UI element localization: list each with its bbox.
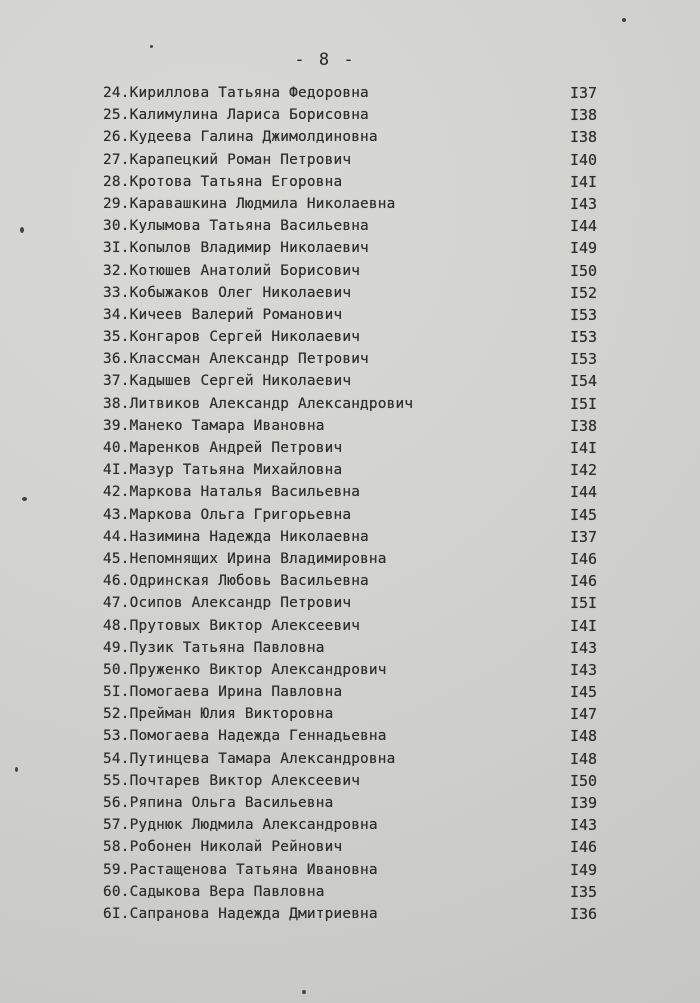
entry-name: 25.Калимулина Лариса Борисовна [103,107,369,124]
entry-number: I46 [570,549,598,568]
list-item [103,304,603,326]
entry-number: I5I [570,594,598,613]
entry-number: I45 [570,683,598,702]
list-item [103,437,603,459]
entry-number: I4I [570,172,598,191]
entry-name: 28.Кротова Татьяна Егоровна [103,173,343,190]
list-item [103,171,603,193]
list-item [103,459,603,481]
entry-number: I49 [570,860,598,879]
list-item [103,104,603,126]
page-number: - 8 - [294,50,356,70]
entry-name: 56.Ряпина Ольга Васильевна [103,795,334,811]
entry-number: I53 [570,328,598,347]
entry-number: I43 [570,816,598,835]
entry-name: 60.Садыкова Вера Павловна [103,883,325,900]
entry-name: 48.Прутовых Виктор Алексеевич [103,617,361,634]
entry-number: I36 [570,904,598,923]
entry-number: I38 [570,106,598,125]
list-item [103,282,603,304]
entry-name: 3I.Копылов Владимир Николаевич [103,240,369,257]
entry-name: 59.Растащенова Татьяна Ивановна [103,861,378,878]
list-item [103,82,603,104]
entry-name: 6I.Сапранова Надежда Дмитриевна [103,905,378,922]
entry-number: I5I [570,394,598,413]
entry-name: 4I.Мазур Татьяна Михайловна [103,462,343,479]
list-item [103,659,603,681]
entry-number: I39 [570,794,598,812]
entry-name: 42.Маркова Наталья Васильевна [103,484,361,501]
entry-name: 5I.Помогаева Ирина Павловна [103,684,343,701]
entry-number: I4I [570,616,598,635]
entry-name: 43.Маркова Ольга Григорьевна [103,506,352,523]
list-item [103,481,603,503]
entry-number: I53 [570,350,598,369]
entry-name: 44.Назимина Надежда Николаевна [103,528,369,545]
list-item [103,592,603,614]
list-item [103,260,603,282]
paper-speck [22,497,27,501]
list-item [103,836,603,858]
list-item [103,703,603,725]
list-item [103,548,603,570]
list-item [103,814,603,836]
entry-number: I38 [570,128,598,147]
entry-name: 55.Почтарев Виктор Алексеевич [103,772,361,789]
list-item [103,504,603,526]
entry-number: I42 [570,461,598,480]
entry-number: I43 [570,660,598,679]
list-item [103,881,603,903]
list-item [103,637,603,659]
list-item [103,215,603,237]
entry-name: 33.Кобыжаков Олег Николаевич [103,284,352,301]
list-item [103,903,603,925]
entry-number: I35 [570,882,598,901]
entry-name: 40.Маренков Андрей Петрович [103,440,343,456]
paper-speck [20,227,24,233]
entry-name: 34.Кичеев Валерий Романович [103,306,343,323]
entry-name: 50.Пруженко Виктор Александрович [103,661,387,678]
entry-number: I47 [570,705,598,724]
entry-name: 37.Кадышев Сергей Николаевич [103,373,352,390]
entry-name: 45.Непомнящих Ирина Владимировна [103,550,387,567]
entry-name: 49.Пузик Татьяна Павловна [103,639,325,656]
list-item [103,193,603,215]
list-item [103,126,603,148]
entry-name: 32.Котюшев Анатолий Борисович [103,262,361,279]
entry-name: 54.Путинцева Тамара Александровна [103,750,396,767]
entry-number: I44 [570,483,598,502]
list-item [103,393,603,415]
entry-name: 57.Руднюк Людмила Александровна [103,817,378,834]
list-item [103,370,603,392]
entry-number: I4I [570,439,598,457]
entry-number: I52 [570,283,598,302]
entry-name: 30.Кулымова Татьяна Васильевна [103,218,369,235]
entry-number: I48 [570,727,598,746]
entry-number: I43 [570,638,598,657]
list-item [103,348,603,370]
name-list [103,82,603,925]
entry-number: I46 [570,838,598,857]
entry-name: 58.Робонен Николай Рейнович [103,839,343,856]
list-item [103,725,603,747]
entry-number: I50 [570,771,598,790]
entry-name: 26.Кудеева Галина Джимолдиновна [103,129,378,146]
entry-name: 38.Литвиков Александр Александрович [103,395,414,412]
entry-name: 27.Карапецкий Роман Петрович [103,151,352,168]
paper-speck [15,767,18,772]
paper-speck [302,990,306,994]
entry-number: I40 [570,150,598,169]
list-item [103,748,603,770]
list-item [103,792,603,814]
entry-number: I50 [570,261,598,280]
entry-number: I37 [570,527,598,546]
entry-name: 47.Осипов Александр Петрович [103,595,352,612]
list-item [103,149,603,171]
entry-number: I44 [570,217,598,236]
list-item [103,770,603,792]
entry-number: I53 [570,305,598,324]
list-item [103,237,603,259]
list-item [103,326,603,348]
list-item [103,570,603,592]
list-item [103,415,603,437]
entry-name: 46.Одринская Любовь Васильевна [103,573,369,590]
entry-number: I48 [570,749,598,768]
entry-name: 35.Конгаров Сергей Николаевич [103,329,361,346]
entry-number: I46 [570,572,598,591]
entry-number: I38 [570,416,598,435]
paper-speck [622,18,626,22]
list-item [103,681,603,703]
entry-name: 36.Классман Александр Петрович [103,351,369,368]
entry-number: I45 [570,505,598,524]
list-item [103,526,603,548]
list-item [103,615,603,637]
entry-number: I49 [570,239,598,258]
list-item [103,859,603,881]
entry-name: 53.Помогаева Надежда Геннадьевна [103,728,387,745]
entry-name: 52.Прейман Юлия Викторовна [103,706,334,723]
entry-number: I54 [570,372,598,391]
paper-speck [150,45,153,48]
entry-number: I37 [570,84,598,102]
entry-number: I43 [570,194,598,213]
entry-name: 24.Кириллова Татьяна Федоровна [103,85,369,101]
entry-name: 39.Манеко Тамара Ивановна [103,417,325,434]
entry-name: 29.Каравашкина Людмила Николаевна [103,195,396,212]
